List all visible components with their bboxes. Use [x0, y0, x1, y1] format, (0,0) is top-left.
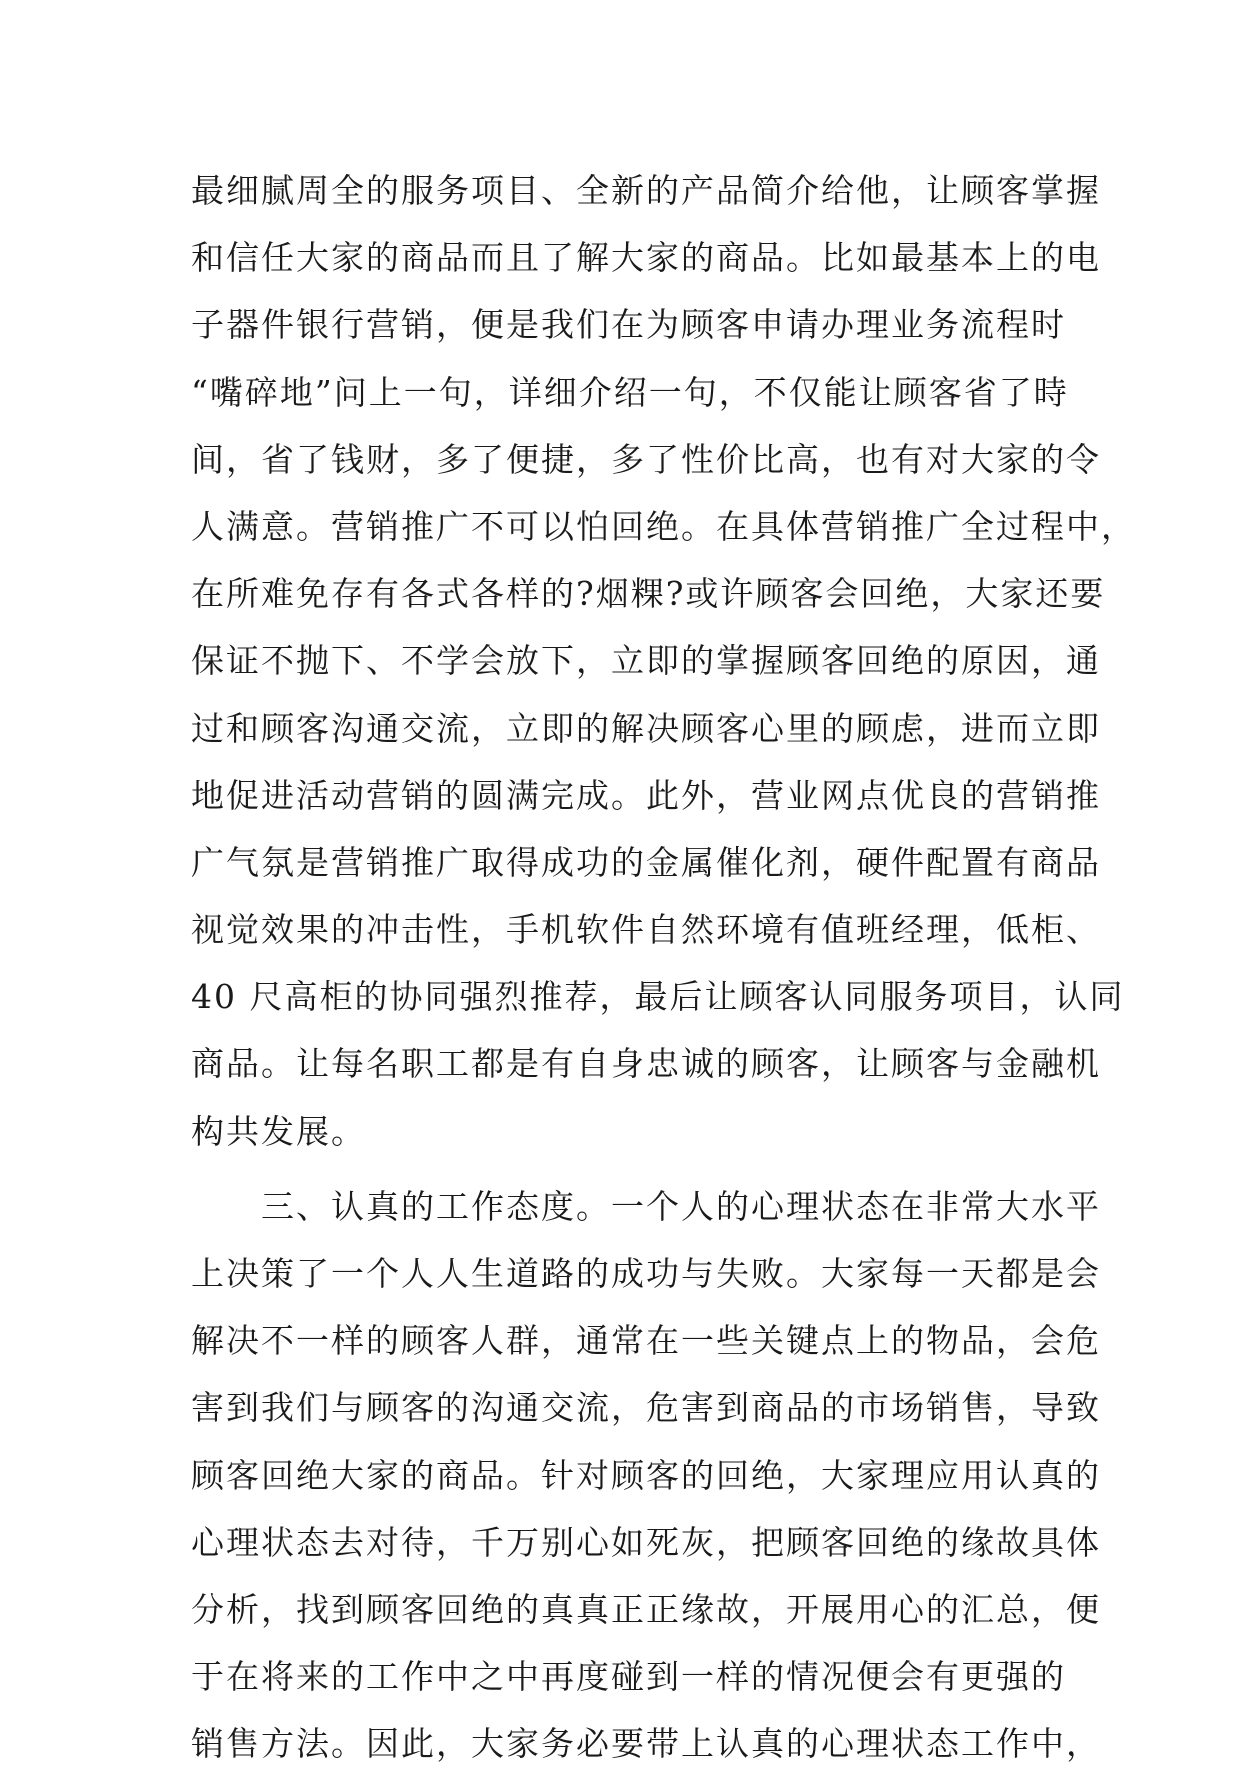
text-line: 三、认真的工作态度。一个人的心理状态在非常大水平	[261, 1186, 1101, 1226]
text-line: 商品。让每名职工都是有自身忠诚的顾客，让顾客与金融机	[191, 1044, 1101, 1084]
text-line: 和信任大家的商品而且了解大家的商品。比如最基本上的电	[191, 238, 1101, 278]
text-line: 子器件银行营销，便是我们在为顾客申请办理业务流程时	[191, 305, 1066, 345]
text-line: 人满意。营销推广不可以怕回绝。在具体营销推广全过程中，	[191, 506, 1136, 546]
text-line: 解决不一样的顾客人群，通常在一些关键点上的物品，会危	[191, 1321, 1101, 1361]
text-line: 顾客回绝大家的商品。针对顾客的回绝，大家理应用认真的	[191, 1455, 1101, 1495]
text-line: 构共发展。	[191, 1111, 366, 1151]
document-body	[191, 157, 1136, 1778]
text-line: 上决策了一个人人生道路的成功与失败。大家每一天都是会	[191, 1254, 1101, 1293]
paragraph-section-three	[191, 1173, 1101, 1778]
text-line: 于在将来的工作中之中再度碰到一样的情况便会有更强的	[191, 1657, 1066, 1697]
text-line: 40 尺高柜的协同强烈推荐，最后让顾客认同服务项目，认同	[191, 977, 1125, 1017]
text-line: 过和顾客沟通交流，立即的解决顾客心里的顾虑，进而立即	[191, 708, 1101, 748]
text-line: 间，省了钱财，多了便捷，多了性价比高，也有对大家的令	[191, 439, 1101, 479]
text-line: 销售方法。因此，大家务必要带上认真的心理状态工作中，	[191, 1724, 1101, 1764]
text-line: 在所难免存有各式各样的?烟粿?或许顾客会回绝，大家还要	[191, 574, 1106, 614]
paragraph-gap	[191, 1165, 1051, 1173]
paragraph-continued	[191, 157, 1136, 1165]
text-line: 分析，找到顾客回绝的真真正正缘故，开展用心的汇总，便	[191, 1589, 1101, 1629]
text-line: 害到我们与顾客的沟通交流，危害到商品的市场销售，导致	[191, 1388, 1101, 1428]
text-line: 保证不抛下、不学会放下，立即的掌握顾客回绝的原因，通	[191, 641, 1101, 681]
text-line: 最细腻周全的服务项目、全新的产品简介给他，让顾客掌握	[191, 171, 1101, 210]
text-line: 地促进活动营销的圆满完成。此外，营业网点优良的营销推	[191, 775, 1101, 815]
text-line: “嘴碎地”问上一句，详细介绍一句，不仅能让顾客省了時	[191, 372, 1069, 412]
text-line: 视觉效果的冲击性，手机软件自然环境有值班经理，低柜、	[191, 910, 1101, 950]
text-line: 广气氛是营销推广取得成功的金属催化剂，硬件配置有商品	[191, 842, 1101, 882]
text-line: 心理状态去对待，千万别心如死灰，把顾客回绝的缘故具体	[191, 1522, 1101, 1562]
